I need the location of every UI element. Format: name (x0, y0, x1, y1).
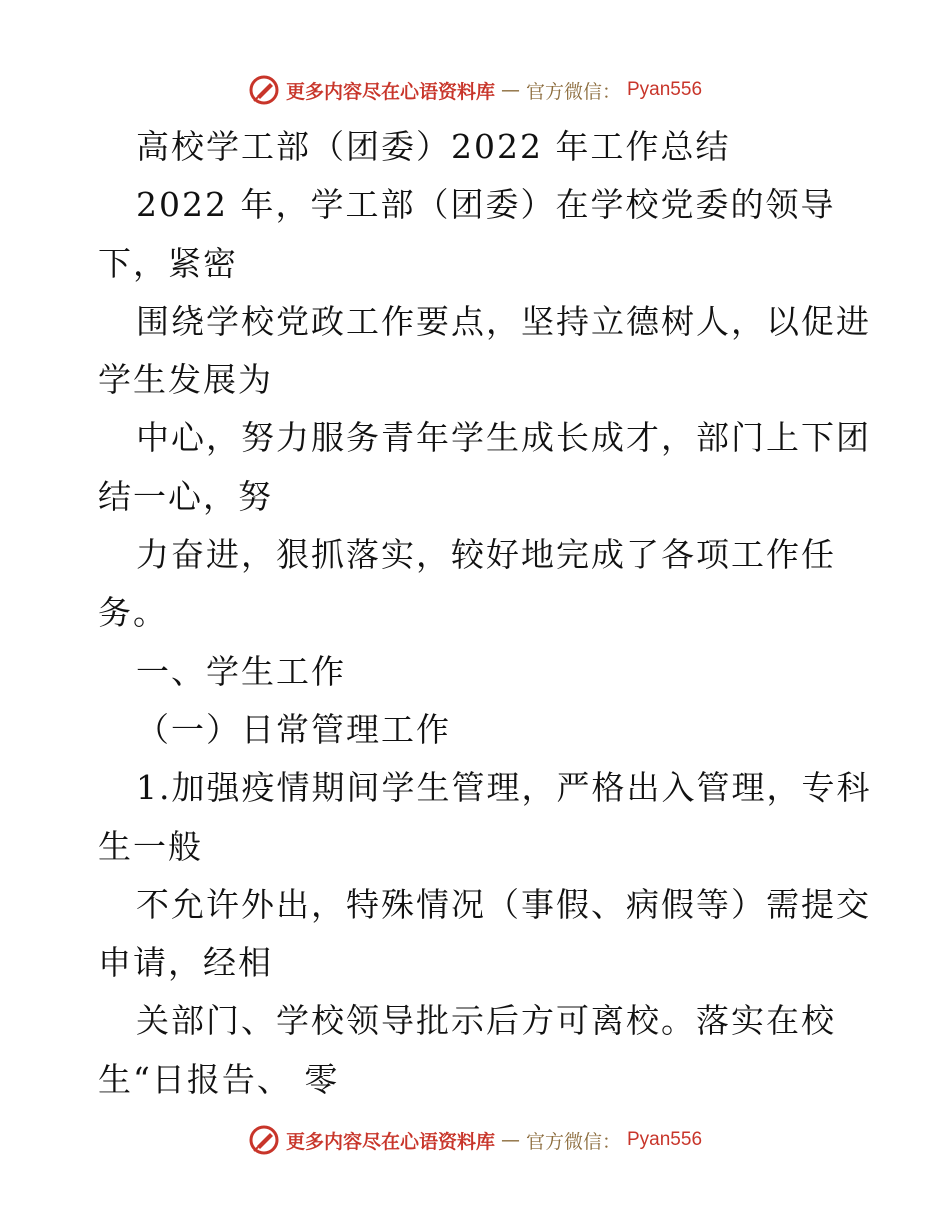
watermark-main-text: 更多内容尽在心语资料库 (285, 80, 495, 103)
text-line: （一）日常管理工作 (136, 709, 451, 749)
writing-logo-icon (248, 74, 280, 106)
text-line: 一、学生工作 (136, 651, 346, 691)
text-line: 不允许外出，特殊情况（事假、病假等）需提交 (136, 884, 871, 924)
text-line: 学生发展为 (98, 360, 273, 400)
text-line: 1.加强疫情期间学生管理，严格出入管理，专科 (136, 768, 872, 808)
watermark-main-text: 更多内容尽在心语资料库 (285, 1130, 495, 1153)
text-line: 生“日报告、 零 (98, 1059, 340, 1099)
text-line: 申请，经相 (98, 943, 273, 983)
watermark-handle: Pyan556 (627, 79, 703, 100)
text-line: 2022 年，学工部（团委）在学校党委的领导 (136, 185, 836, 225)
watermark-separator: — (500, 1129, 520, 1151)
watermark-tail-text: 官方微信： (525, 1130, 621, 1153)
text-line: 中心，努力服务青年学生成长成才，部门上下团 (136, 418, 871, 458)
text-line: 围绕学校党政工作要点，坚持立德树人，以促进 (136, 301, 871, 341)
header-watermark (0, 70, 950, 110)
text-line: 务。 (98, 593, 168, 633)
watermark-handle: Pyan556 (627, 1129, 703, 1150)
footer-watermark (0, 1120, 950, 1160)
watermark-tail-text: 官方微信： (525, 80, 621, 103)
text-line: 力奋进，狠抓落实，较好地完成了各项工作任 (136, 535, 836, 575)
text-line: 生一般 (98, 826, 203, 866)
text-line: 下，紧密 (98, 243, 238, 283)
text-line: 关部门、学校领导批示后方可离校。落实在校 (136, 1001, 836, 1041)
document-body (98, 118, 872, 1109)
text-line: 结一心，努 (98, 476, 273, 516)
writing-logo-icon (248, 1124, 280, 1156)
text-line: 高校学工部（团委）2022 年工作总结 (136, 127, 731, 166)
watermark-separator: — (500, 79, 520, 101)
